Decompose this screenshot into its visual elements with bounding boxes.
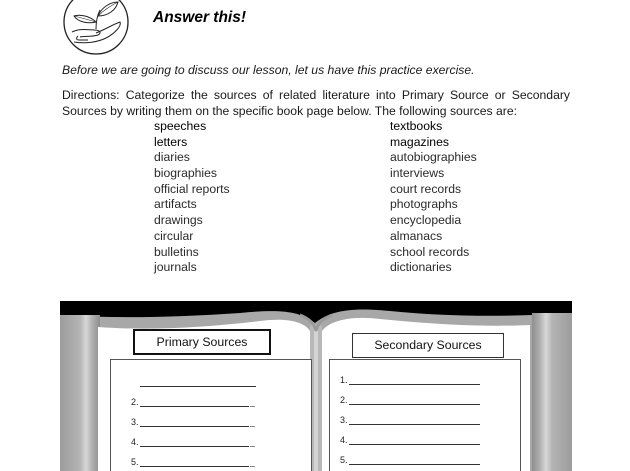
primary-answer-line-2[interactable]: 2. xyxy=(131,394,255,407)
source-item: almanacs xyxy=(390,228,443,243)
primary-answer-line-3[interactable]: 3. xyxy=(131,414,255,427)
source-item: court records xyxy=(390,181,462,196)
secondary-answer-line-2[interactable]: 2. xyxy=(340,392,480,405)
primary-answer-line-4[interactable]: 4. xyxy=(131,434,255,447)
source-item: diaries xyxy=(154,150,190,165)
primary-answer-line-5[interactable]: 5. xyxy=(131,454,255,467)
source-item: school records xyxy=(390,244,470,259)
open-book-graphic xyxy=(60,301,572,471)
source-item: bulletins xyxy=(154,244,199,259)
primary-answer-line-1[interactable] xyxy=(131,374,256,387)
source-item: encyclopedia xyxy=(390,213,462,228)
secondary-answer-line-5[interactable]: 5. xyxy=(340,452,480,465)
source-item: interviews xyxy=(390,166,445,181)
sources-list-left xyxy=(154,119,230,276)
source-item: letters xyxy=(154,134,188,149)
source-item: textbooks xyxy=(390,119,443,133)
directions-text: Directions: Categorize the sources of related literature into Primary Source or Secondary Sources by writing them on the specific book page below. The following sources are: xyxy=(62,88,570,118)
secondary-answer-line-3[interactable]: 3. xyxy=(340,412,480,425)
source-item: circular xyxy=(154,228,194,243)
primary-sources-title: Primary Sources xyxy=(133,329,271,355)
source-item: journals xyxy=(154,260,197,275)
secondary-answer-line-1[interactable]: 1. xyxy=(340,372,480,385)
hand-holding-plant-icon xyxy=(62,0,130,58)
source-item: magazines xyxy=(390,134,449,149)
page-heading: Answer this! xyxy=(153,9,247,26)
secondary-sources-title: Secondary Sources xyxy=(352,333,504,358)
source-item: dictionaries xyxy=(390,260,452,275)
sources-list-right xyxy=(390,119,477,276)
source-item: biographies xyxy=(154,166,218,181)
source-item: artifacts xyxy=(154,197,197,212)
source-item: autobiographies xyxy=(390,150,477,165)
intro-text: Before we are going to discuss our lesson, let us have this practice exercise. xyxy=(62,63,475,77)
source-item: photographs xyxy=(390,197,458,212)
secondary-answer-line-4[interactable]: 4. xyxy=(340,432,480,445)
source-item: official reports xyxy=(154,181,230,196)
source-item: drawings xyxy=(154,213,203,228)
source-item: speeches xyxy=(154,119,207,133)
